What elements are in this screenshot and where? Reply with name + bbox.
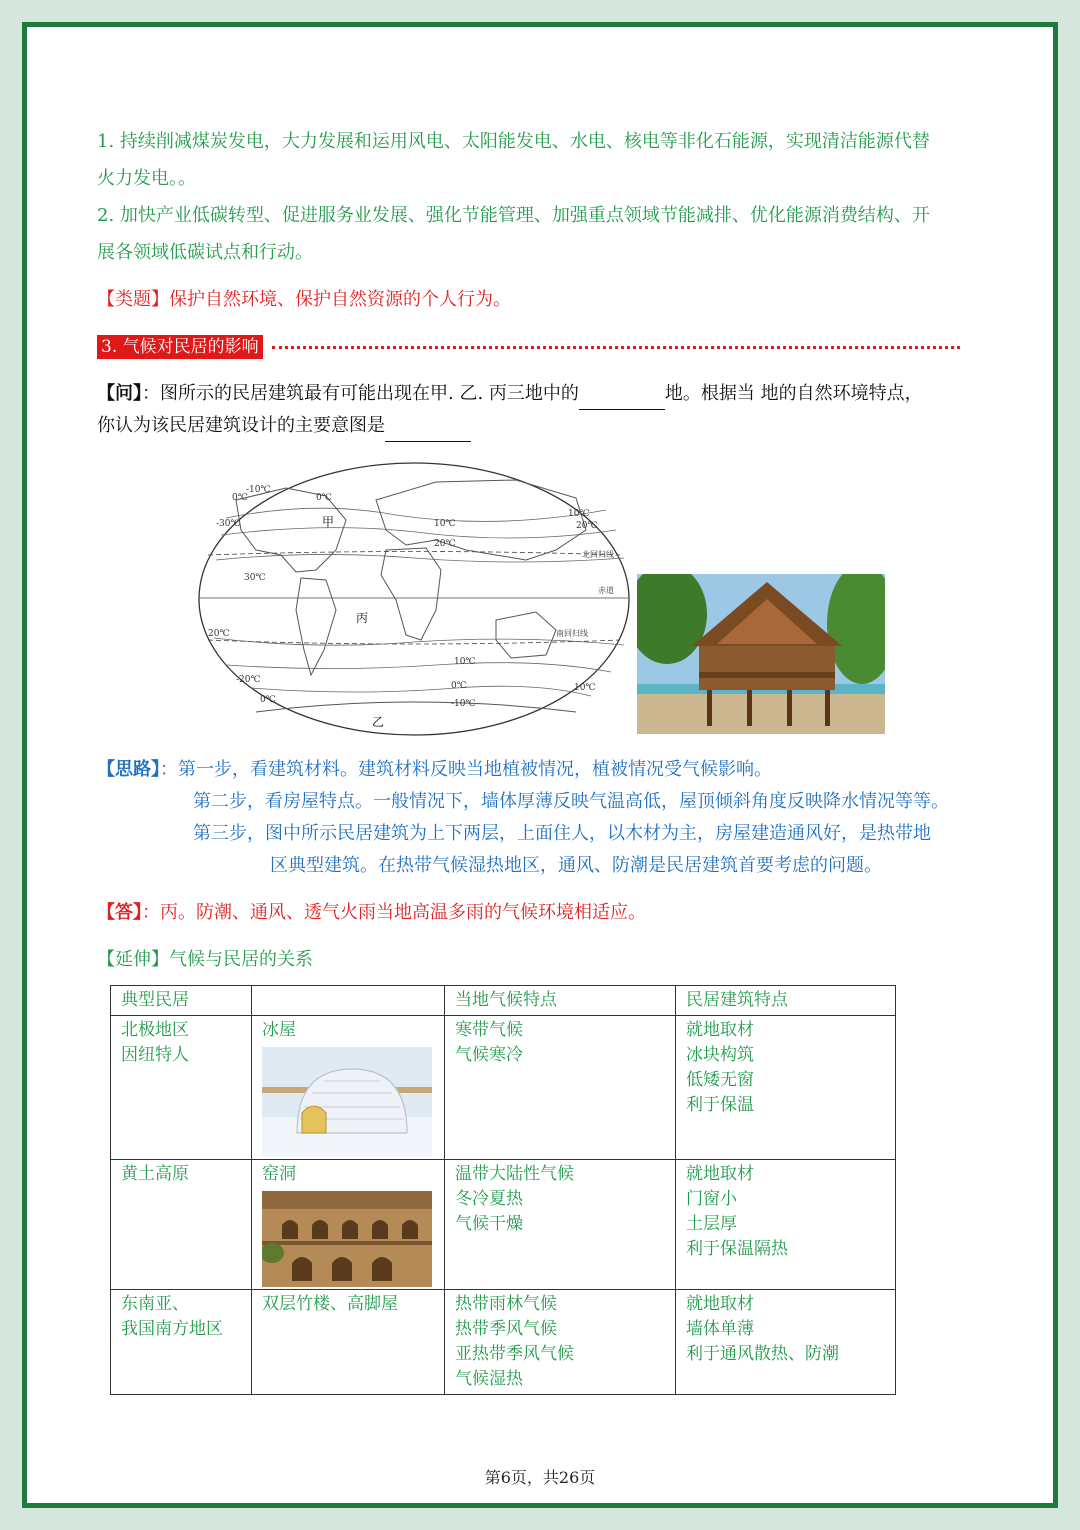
measures-block — [97, 123, 997, 271]
page-number: 第6页，共26页 — [484, 1468, 596, 1487]
house-name: 双层竹楼、高脚屋 — [262, 1294, 398, 1314]
label-tm20: -20℃ — [236, 675, 261, 685]
thinking-tag: 【思路】 — [97, 759, 160, 780]
feature-line: 就地取材 — [686, 1020, 754, 1040]
house-body — [699, 646, 835, 690]
stilt-3 — [787, 690, 792, 726]
stilt-2 — [747, 690, 752, 726]
section-heading — [97, 336, 263, 358]
climate-cell — [445, 1016, 676, 1160]
climate-line: 热带雨林气候 — [455, 1294, 557, 1314]
terrace-line — [262, 1241, 432, 1245]
house-name: 冰屋 — [262, 1020, 296, 1040]
cliff-top — [262, 1191, 432, 1209]
extension-text: 气候与民居的关系 — [169, 949, 313, 970]
house-cell — [252, 1016, 445, 1160]
climate-line: 温带大陆性气候 — [455, 1164, 574, 1184]
label-equator: 赤道 — [598, 586, 614, 595]
region-line: 因纽特人 — [121, 1045, 189, 1065]
railing — [699, 672, 835, 678]
house-cell — [252, 1160, 445, 1290]
similar-tag: 【类题】 — [97, 289, 169, 310]
region-line: 我国南方地区 — [121, 1319, 223, 1339]
thinking-step2: 第二步，看房屋特点。一般情况下，墙体厚薄反映气温高低，屋顶倾斜角度反映降水情况等等。 — [193, 791, 949, 812]
label-tm10-w: -10℃ — [246, 485, 271, 495]
header-cell: 当地气候特点 — [445, 986, 676, 1016]
label-t20-s: 20℃ — [208, 629, 230, 639]
climate-line: 寒带气候 — [455, 1020, 523, 1040]
thinking-step3b: 区典型建筑。在热带气候湿热地区，通风、防潮是民居建筑首要考虑的问题。 — [270, 855, 882, 876]
features-cell — [676, 1290, 896, 1395]
stilt-4 — [825, 690, 830, 726]
header-cell: 典型民居 — [111, 986, 252, 1016]
table-row — [111, 1016, 896, 1160]
section-dotted-rule — [272, 346, 960, 349]
question-line2: 你认为该民居建筑设计的主要意图是 — [97, 415, 385, 436]
table-row — [111, 1290, 896, 1395]
igloo-door — [302, 1106, 326, 1133]
label-s-tropic: 南回归线 — [556, 629, 588, 638]
item2-line2: 展各领域低碳试点和行动。 — [97, 242, 313, 263]
label-t10-n: 10℃ — [434, 519, 456, 529]
label-t30: 30℃ — [244, 573, 266, 583]
table-header-row — [111, 986, 896, 1016]
label-t10-w: 10℃ — [568, 509, 590, 519]
label-tm10: -10℃ — [451, 699, 476, 709]
climate-line: 热带季风气候 — [455, 1319, 557, 1339]
feature-line: 利于保温 — [686, 1095, 754, 1115]
feature-line: 利于通风散热、防潮 — [686, 1344, 839, 1364]
cave-dwelling-photo — [262, 1191, 432, 1287]
label-t0-n: 0℃ — [316, 493, 332, 503]
feature-line: 就地取材 — [686, 1294, 754, 1314]
header-cell: 民居建筑特点 — [676, 986, 896, 1016]
section-title: 3. 气候对民居的影响 — [97, 335, 263, 359]
question-block — [97, 378, 997, 442]
extension-tag: 【延伸】 — [97, 949, 169, 970]
label-t20-n: 20℃ — [434, 539, 456, 549]
feature-line: 土层厚 — [686, 1214, 737, 1234]
question-part1: ：图所示的民居建筑最有可能出现在甲. 乙. 丙三地中的 — [142, 383, 579, 404]
features-cell — [676, 1016, 896, 1160]
climate-cell — [445, 1160, 676, 1290]
region-line: 黄土高原 — [121, 1164, 189, 1184]
label-t0-w: 0℃ — [232, 493, 248, 503]
climate-line: 气候干燥 — [455, 1214, 523, 1234]
label-jia: 甲 — [322, 515, 335, 529]
item2-line1: 2. 加快产业低碳转型、促进服务业发展、强化节能管理、加强重点领域节能减排、优化能源消费结构、开 — [97, 205, 930, 226]
igloo-photo — [262, 1047, 432, 1157]
region-line: 北极地区 — [121, 1020, 189, 1040]
stilt-house-photo — [637, 574, 885, 734]
lower-cave-arches — [292, 1257, 392, 1281]
label-bing: 丙 — [356, 611, 369, 625]
climate-line: 冬冷夏热 — [455, 1189, 523, 1209]
thinking-step1: ：第一步，看建筑材料。建筑材料反映当地植被情况，植被情况受气候影响。 — [160, 759, 772, 780]
features-cell — [676, 1160, 896, 1290]
answer-tag: 【答】 — [97, 902, 142, 923]
region-cell — [111, 1290, 252, 1395]
climate-line: 亚热带季风气候 — [455, 1344, 574, 1364]
feature-line: 墙体单薄 — [686, 1319, 754, 1339]
region-cell — [111, 1160, 252, 1290]
climate-line: 气候寒冷 — [455, 1045, 523, 1065]
region-line: 东南亚、 — [121, 1294, 189, 1314]
thinking-block — [97, 754, 1007, 882]
label-t0-s: 0℃ — [451, 681, 467, 691]
climate-line: 气候湿热 — [455, 1369, 523, 1389]
region-cell — [111, 1016, 252, 1160]
answer-block — [97, 897, 646, 929]
world-isotherm-map — [196, 460, 632, 738]
house-name: 窑洞 — [262, 1164, 296, 1184]
label-tm30: -30℃ — [216, 519, 241, 529]
feature-line: 冰块构筑 — [686, 1045, 754, 1065]
similar-text: 保护自然环境、保护自然资源的个人行为。 — [169, 289, 511, 310]
question-part2: 地。根据当 地的自然环境特点， — [664, 383, 923, 404]
item1-line2: 火力发电。。 — [97, 168, 196, 189]
thinking-step3a: 第三步，图中所示民居建筑为上下两层，上面住人，以木材为主，房屋建造通风好，是热带地 — [193, 823, 931, 844]
answer-blank-1[interactable] — [579, 387, 665, 410]
climate-cell — [445, 1290, 676, 1395]
label-t0-sw: 0℃ — [260, 695, 276, 705]
answer-blank-2[interactable] — [385, 419, 471, 442]
feature-line: 门窗小 — [686, 1189, 737, 1209]
feature-line: 低矮无窗 — [686, 1070, 754, 1090]
answer-text: ：丙。防潮、通风、透气火雨当地高温多雨的气候环境相适应。 — [142, 902, 646, 923]
climate-house-table — [110, 985, 896, 1395]
item1-line1: 1. 持续削减煤炭发电，大力发展和运用风电、太阳能发电、水电、核电等非化石能源，实现清洁能源代替 — [97, 131, 930, 152]
header-cell — [252, 986, 445, 1016]
extension-block — [97, 944, 313, 976]
table-row — [111, 1160, 896, 1290]
sand — [637, 692, 885, 734]
similar-question — [97, 281, 511, 318]
feature-line: 利于保温隔热 — [686, 1239, 788, 1259]
label-yi: 乙 — [372, 715, 385, 729]
label-t10-s: 10℃ — [454, 657, 476, 667]
label-n-tropic: 北回归线 — [582, 550, 614, 559]
house-cell — [252, 1290, 445, 1395]
label-t20-w: 20℃ — [576, 521, 598, 531]
stilt-1 — [707, 690, 712, 726]
label-t10-se: 10℃ — [574, 683, 596, 693]
question-tag: 【问】 — [97, 383, 142, 404]
feature-line: 就地取材 — [686, 1164, 754, 1184]
